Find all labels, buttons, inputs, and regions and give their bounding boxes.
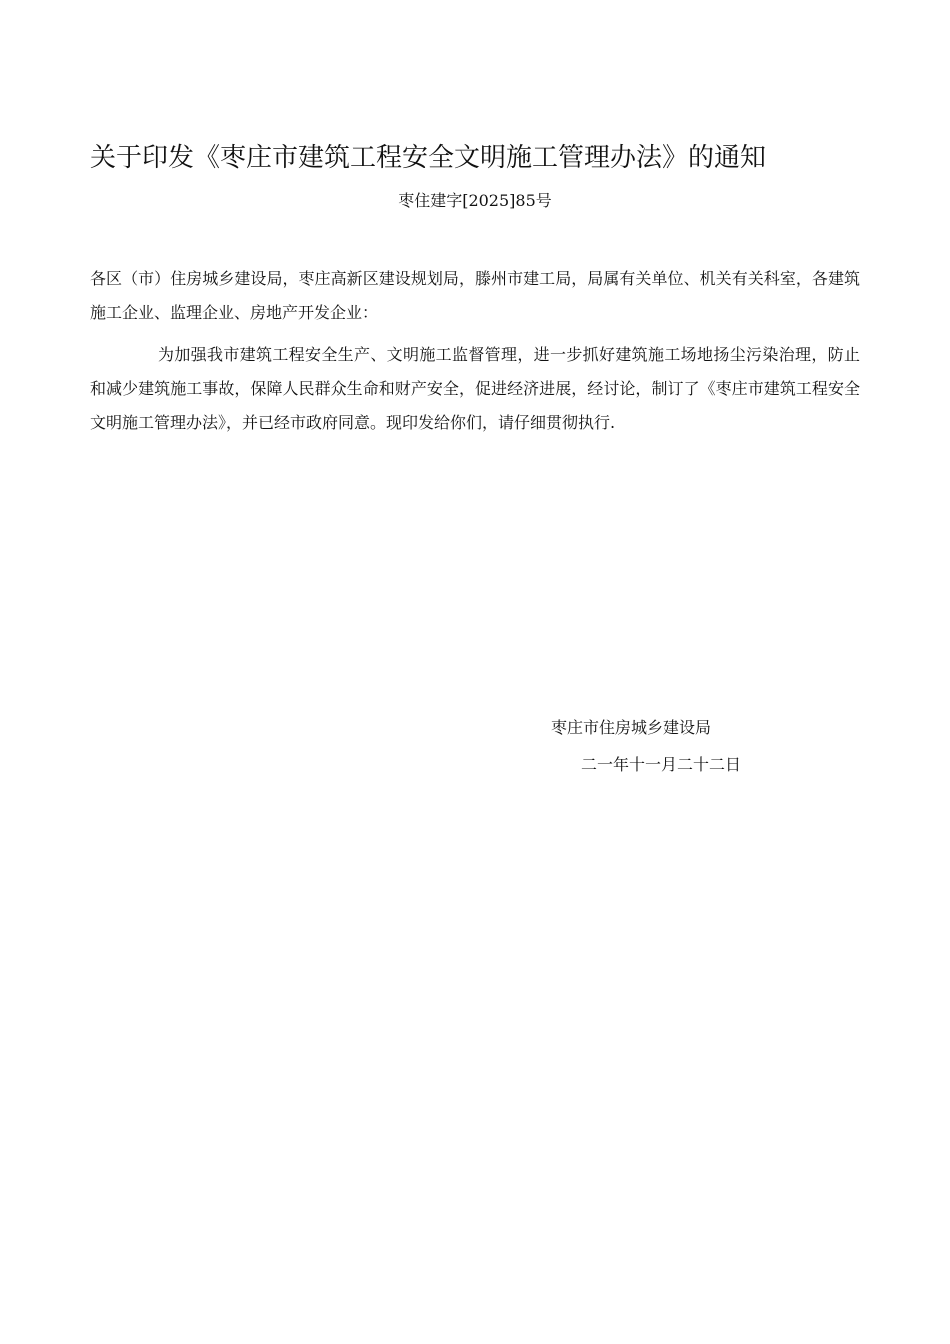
document-number: 枣住建字[2025]85号 [398,191,552,210]
signature-date: 二一年十一月二十二日 [581,755,742,774]
salutation: 各区（市）住房城乡建设局，枣庄高新区建设规划局，滕州市建工局，局属有关单位、机关有关科室，各建筑施工企业、监理企业、房地产开发企业： [90,269,860,322]
document-title: 关于印发《枣庄市建筑工程安全文明施工管理办法》的通知 [90,143,767,173]
signature-organization: 枣庄市住房城乡建设局 [551,718,712,737]
body-paragraph: 为加强我市建筑工程安全生产、文明施工监督管理，进一步抓好建筑施工场地扬尘污染治理，防止和减少建筑施工事故，保障人民群众生命和财产安全，促进经济进展，经讨论，制订了《枣庄市建筑工程安全文明施工管理办法》，并已经市政府同意。现印发给你们，请仔细贯彻执行. [90,345,860,432]
